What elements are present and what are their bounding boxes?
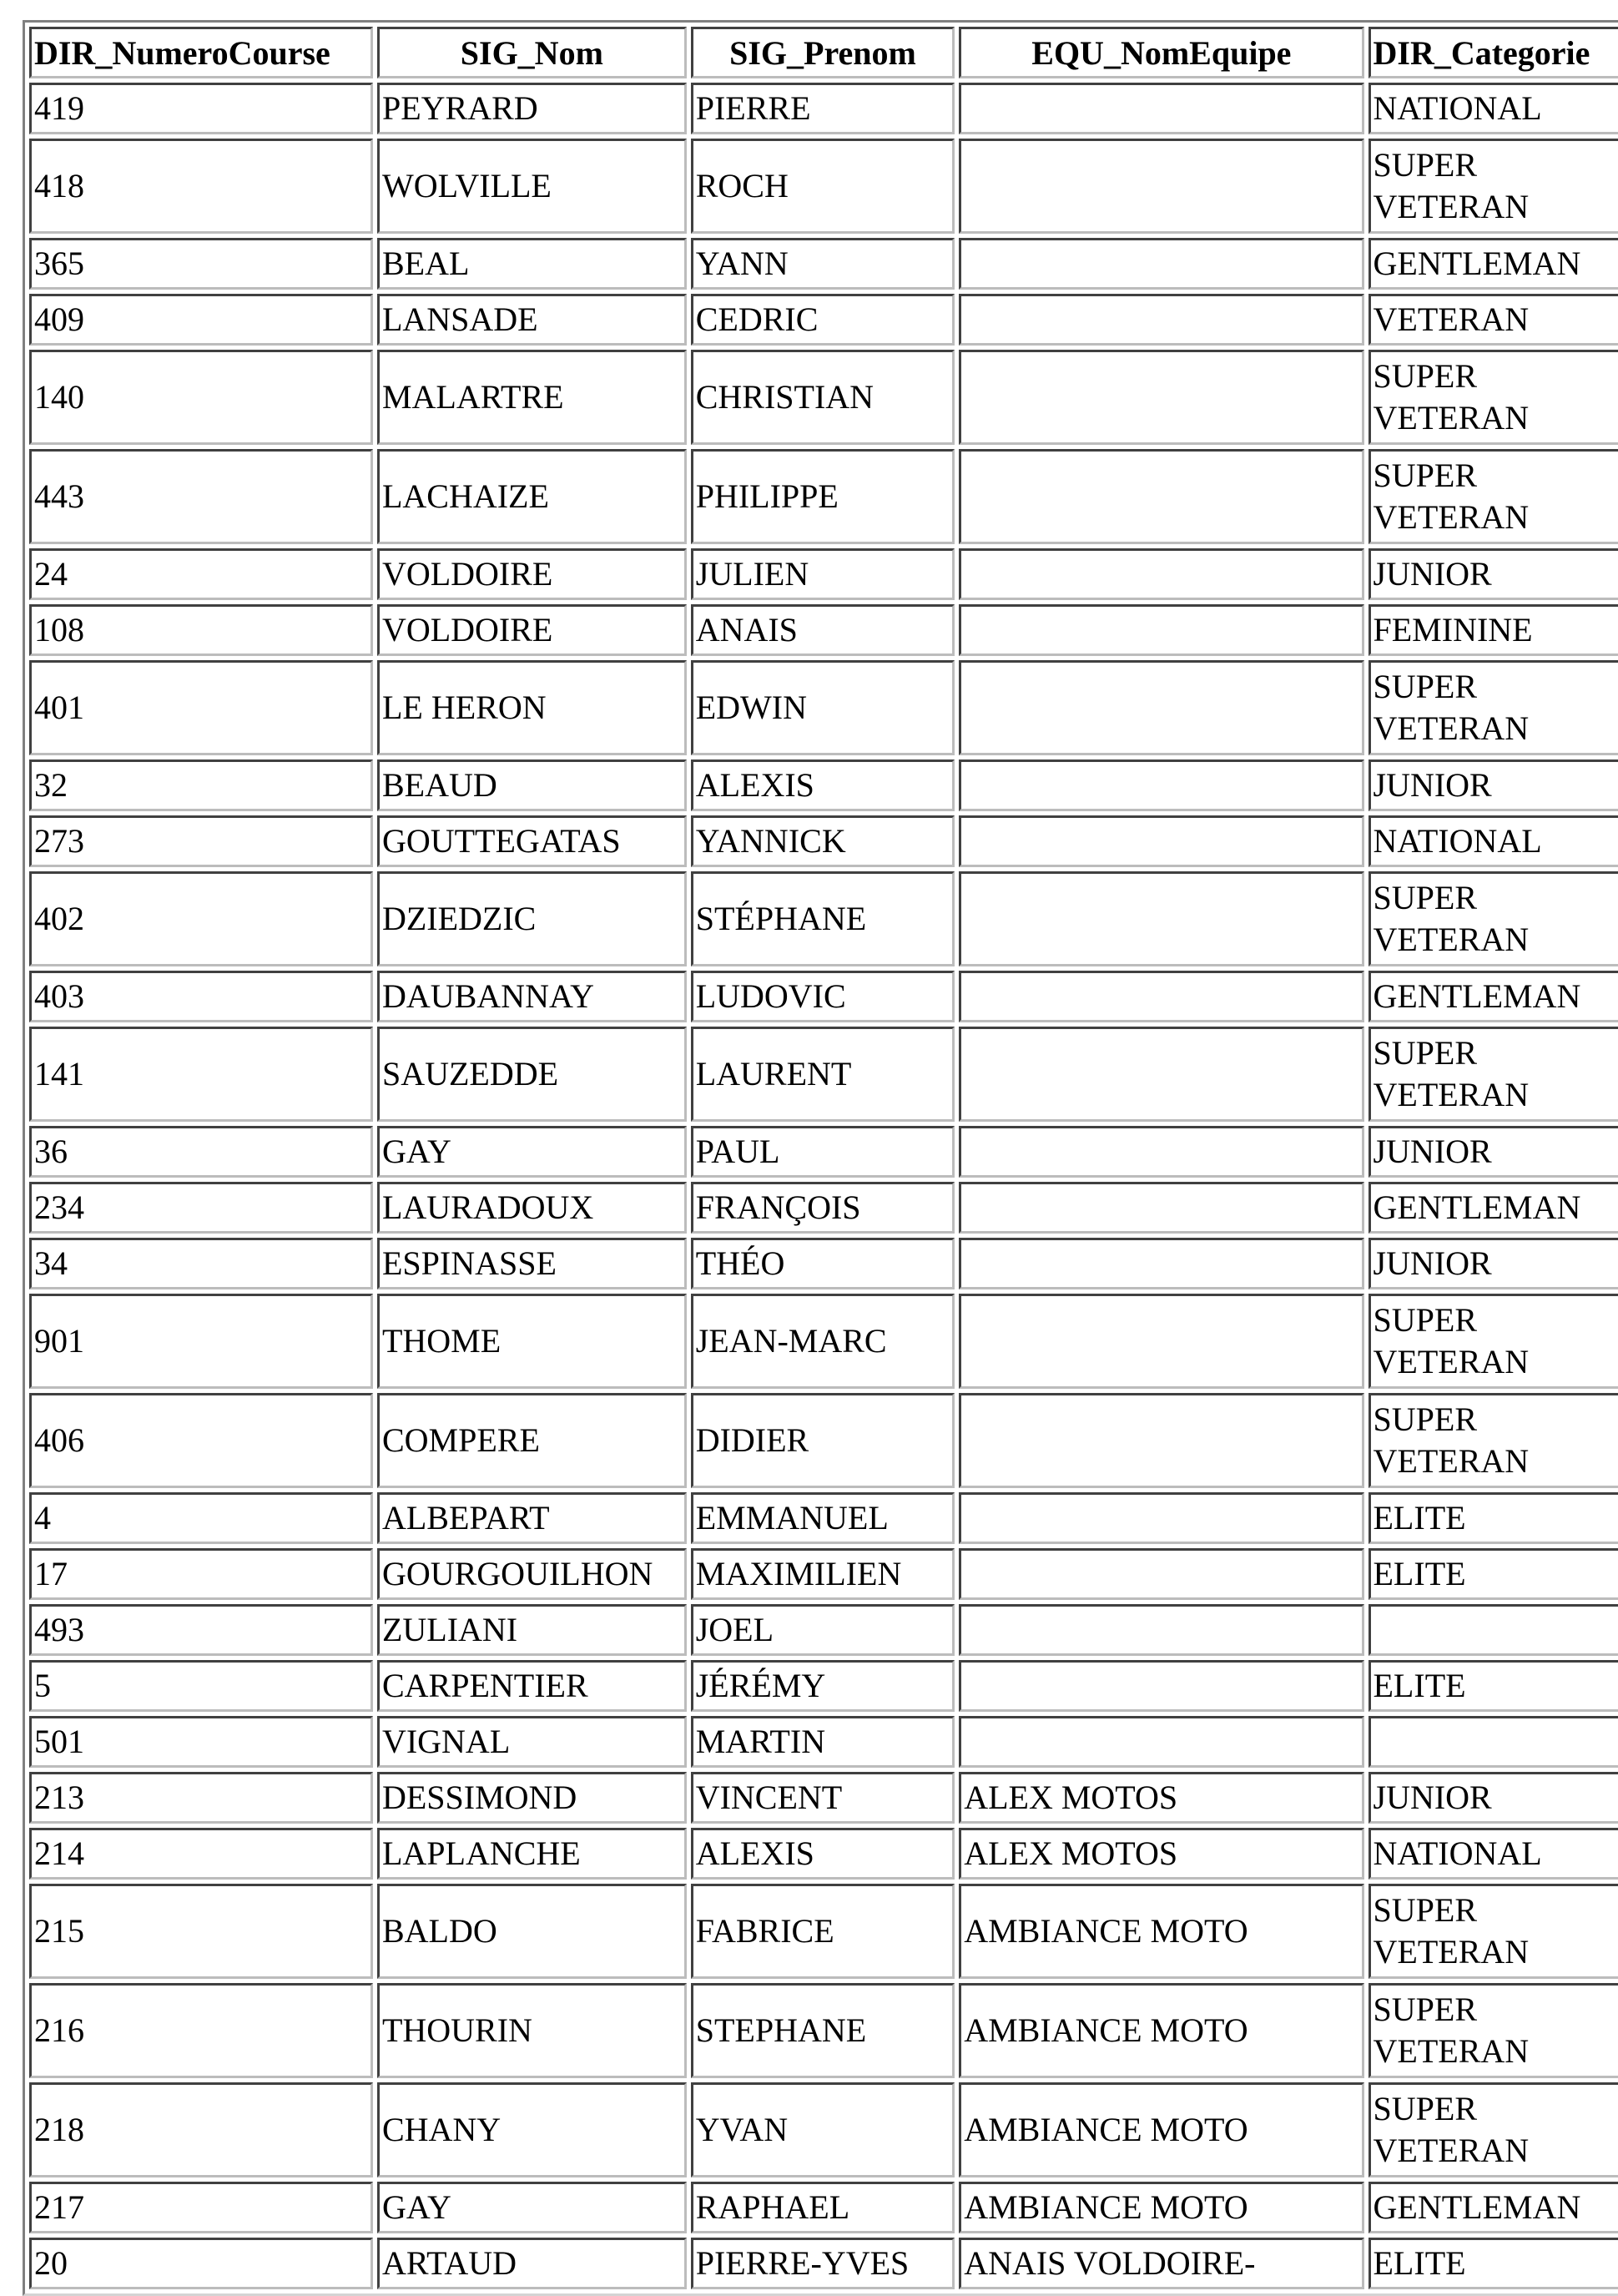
cell-categorie: NATIONAL: [1368, 1828, 1618, 1880]
cell-numero-course: 901: [29, 1294, 373, 1389]
cell-prenom: CHRISTIAN: [691, 350, 955, 445]
cell-categorie: JUNIOR: [1368, 759, 1618, 811]
table-row: [29, 1393, 1618, 1488]
table-row: [29, 815, 1618, 867]
cell-numero-course: 36: [29, 1126, 373, 1178]
table-row: [29, 1182, 1618, 1234]
cell-nom: ZULIANI: [377, 1604, 687, 1656]
cell-nom-equipe: [959, 1604, 1363, 1656]
cell-categorie: SUPER VETERAN: [1368, 1027, 1618, 1122]
table-row: [29, 971, 1618, 1022]
cell-categorie: SUPER VETERAN: [1368, 660, 1618, 755]
column-header-prenom: SIG_Prenom: [691, 27, 955, 78]
cell-nom: SAUZEDDE: [377, 1027, 687, 1122]
cell-numero-course: 34: [29, 1238, 373, 1289]
table-row: [29, 604, 1618, 656]
cell-prenom: JULIEN: [691, 548, 955, 600]
table-row: [29, 350, 1618, 445]
cell-nom-equipe: [959, 139, 1363, 234]
cell-nom-equipe: [959, 759, 1363, 811]
cell-nom-equipe: [959, 660, 1363, 755]
cell-nom-equipe: [959, 1238, 1363, 1289]
cell-nom: MALARTRE: [377, 350, 687, 445]
cell-categorie: VETERAN: [1368, 294, 1618, 346]
table-row: [29, 759, 1618, 811]
cell-prenom: MARTIN: [691, 1716, 955, 1768]
table-row: [29, 1126, 1618, 1178]
cell-nom: BEAUD: [377, 759, 687, 811]
table-row: [29, 548, 1618, 600]
cell-categorie: FEMININE: [1368, 604, 1618, 656]
cell-prenom: ROCH: [691, 139, 955, 234]
cell-numero-course: 20: [29, 2238, 373, 2289]
column-header-nom-equipe: EQU_NomEquipe: [959, 27, 1363, 78]
cell-prenom: THÉO: [691, 1238, 955, 1289]
cell-nom: LAPLANCHE: [377, 1828, 687, 1880]
cell-nom-equipe: AMBIANCE MOTO: [959, 1884, 1363, 1979]
cell-numero-course: 5: [29, 1660, 373, 1712]
cell-prenom: JÉRÉMY: [691, 1660, 955, 1712]
table-row: [29, 1027, 1618, 1122]
cell-numero-course: 418: [29, 139, 373, 234]
table-body: [29, 83, 1618, 2289]
cell-categorie: JUNIOR: [1368, 1772, 1618, 1824]
cell-nom: ALBEPART: [377, 1492, 687, 1544]
cell-categorie: JUNIOR: [1368, 548, 1618, 600]
cell-categorie: SUPER VETERAN: [1368, 449, 1618, 544]
cell-nom: WOLVILLE: [377, 139, 687, 234]
cell-numero-course: 443: [29, 449, 373, 544]
table-row: [29, 1983, 1618, 2078]
cell-categorie: GENTLEMAN: [1368, 1182, 1618, 1234]
cell-nom-equipe: [959, 1716, 1363, 1768]
cell-prenom: CEDRIC: [691, 294, 955, 346]
table-header-row: [29, 27, 1618, 78]
cell-nom-equipe: [959, 871, 1363, 966]
cell-categorie: [1368, 1604, 1618, 1656]
cell-categorie: ELITE: [1368, 1492, 1618, 1544]
cell-prenom: MAXIMILIEN: [691, 1548, 955, 1600]
cell-nom-equipe: AMBIANCE MOTO: [959, 1983, 1363, 2078]
table-row: [29, 2082, 1618, 2177]
cell-nom-equipe: ANAIS VOLDOIRE-: [959, 2238, 1363, 2289]
cell-nom-equipe: [959, 815, 1363, 867]
table-row: [29, 449, 1618, 544]
cell-numero-course: 140: [29, 350, 373, 445]
cell-nom-equipe: [959, 449, 1363, 544]
cell-prenom: FRANÇOIS: [691, 1182, 955, 1234]
cell-nom-equipe: [959, 1027, 1363, 1122]
cell-nom-equipe: [959, 1182, 1363, 1234]
cell-categorie: GENTLEMAN: [1368, 2182, 1618, 2233]
cell-nom-equipe: [959, 971, 1363, 1022]
cell-nom: GAY: [377, 1126, 687, 1178]
cell-nom: VOLDOIRE: [377, 604, 687, 656]
cell-nom-equipe: ALEX MOTOS: [959, 1772, 1363, 1824]
cell-numero-course: 213: [29, 1772, 373, 1824]
cell-numero-course: 402: [29, 871, 373, 966]
cell-numero-course: 365: [29, 238, 373, 290]
cell-nom: VOLDOIRE: [377, 548, 687, 600]
cell-numero-course: 141: [29, 1027, 373, 1122]
cell-prenom: ANAIS: [691, 604, 955, 656]
cell-categorie: SUPER VETERAN: [1368, 1884, 1618, 1979]
cell-nom: GOURGOUILHON: [377, 1548, 687, 1600]
cell-nom-equipe: [959, 1126, 1363, 1178]
cell-nom: VIGNAL: [377, 1716, 687, 1768]
cell-prenom: DIDIER: [691, 1393, 955, 1488]
cell-nom: ESPINASSE: [377, 1238, 687, 1289]
cell-nom: GAY: [377, 2182, 687, 2233]
cell-categorie: SUPER VETERAN: [1368, 1393, 1618, 1488]
cell-categorie: NATIONAL: [1368, 815, 1618, 867]
cell-numero-course: 409: [29, 294, 373, 346]
cell-nom-equipe: [959, 294, 1363, 346]
cell-numero-course: 216: [29, 1983, 373, 2078]
cell-prenom: ALEXIS: [691, 759, 955, 811]
cell-prenom: JOEL: [691, 1604, 955, 1656]
cell-numero-course: 419: [29, 83, 373, 134]
cell-categorie: ELITE: [1368, 1660, 1618, 1712]
cell-numero-course: 218: [29, 2082, 373, 2177]
table-row: [29, 1492, 1618, 1544]
cell-categorie: SUPER VETERAN: [1368, 350, 1618, 445]
cell-nom: ARTAUD: [377, 2238, 687, 2289]
table-row: [29, 871, 1618, 966]
cell-prenom: YVAN: [691, 2082, 955, 2177]
table-row: [29, 1884, 1618, 1979]
cell-prenom: JEAN-MARC: [691, 1294, 955, 1389]
cell-prenom: STÉPHANE: [691, 871, 955, 966]
cell-numero-course: 214: [29, 1828, 373, 1880]
cell-prenom: YANNICK: [691, 815, 955, 867]
cell-nom: PEYRARD: [377, 83, 687, 134]
table-row: [29, 1548, 1618, 1600]
table-row: [29, 2238, 1618, 2289]
cell-prenom: LAURENT: [691, 1027, 955, 1122]
column-header-numero-course: DIR_NumeroCourse: [29, 27, 373, 78]
cell-nom-equipe: [959, 1548, 1363, 1600]
cell-nom-equipe: [959, 1393, 1363, 1488]
cell-nom: DAUBANNAY: [377, 971, 687, 1022]
cell-nom: CHANY: [377, 2082, 687, 2177]
table-row: [29, 1660, 1618, 1712]
cell-categorie: NATIONAL: [1368, 83, 1618, 134]
cell-nom-equipe: [959, 1660, 1363, 1712]
cell-numero-course: 108: [29, 604, 373, 656]
cell-nom: COMPERE: [377, 1393, 687, 1488]
cell-nom-equipe: [959, 1294, 1363, 1389]
cell-numero-course: 273: [29, 815, 373, 867]
table-row: [29, 1828, 1618, 1880]
cell-categorie: SUPER VETERAN: [1368, 139, 1618, 234]
cell-numero-course: 234: [29, 1182, 373, 1234]
cell-categorie: SUPER VETERAN: [1368, 2082, 1618, 2177]
cell-categorie: ELITE: [1368, 2238, 1618, 2289]
column-header-categorie: DIR_Categorie: [1368, 27, 1618, 78]
cell-categorie: GENTLEMAN: [1368, 971, 1618, 1022]
column-header-nom: SIG_Nom: [377, 27, 687, 78]
cell-categorie: SUPER VETERAN: [1368, 1294, 1618, 1389]
table-row: [29, 139, 1618, 234]
cell-prenom: FABRICE: [691, 1884, 955, 1979]
cell-nom: THOURIN: [377, 1983, 687, 2078]
cell-prenom: VINCENT: [691, 1772, 955, 1824]
table-row: [29, 238, 1618, 290]
table-row: [29, 1772, 1618, 1824]
cell-nom: LAURADOUX: [377, 1182, 687, 1234]
cell-numero-course: 501: [29, 1716, 373, 1768]
table-row: [29, 1604, 1618, 1656]
cell-numero-course: 217: [29, 2182, 373, 2233]
results-table-container: [23, 20, 1618, 2296]
cell-numero-course: 24: [29, 548, 373, 600]
cell-categorie: SUPER VETERAN: [1368, 1983, 1618, 2078]
cell-nom-equipe: AMBIANCE MOTO: [959, 2182, 1363, 2233]
cell-categorie: [1368, 1716, 1618, 1768]
table-row: [29, 1294, 1618, 1389]
cell-nom-equipe: [959, 350, 1363, 445]
cell-prenom: PAUL: [691, 1126, 955, 1178]
cell-numero-course: 17: [29, 1548, 373, 1600]
cell-nom-equipe: [959, 238, 1363, 290]
cell-numero-course: 401: [29, 660, 373, 755]
cell-numero-course: 403: [29, 971, 373, 1022]
results-table: [23, 20, 1618, 2296]
cell-prenom: PIERRE-YVES: [691, 2238, 955, 2289]
cell-prenom: PIERRE: [691, 83, 955, 134]
cell-nom-equipe: [959, 1492, 1363, 1544]
cell-prenom: YANN: [691, 238, 955, 290]
cell-numero-course: 493: [29, 1604, 373, 1656]
table-row: [29, 294, 1618, 346]
cell-nom: BEAL: [377, 238, 687, 290]
cell-nom: DESSIMOND: [377, 1772, 687, 1824]
cell-prenom: STEPHANE: [691, 1983, 955, 2078]
cell-categorie: ELITE: [1368, 1548, 1618, 1600]
cell-nom: DZIEDZIC: [377, 871, 687, 966]
cell-prenom: RAPHAEL: [691, 2182, 955, 2233]
cell-numero-course: 406: [29, 1393, 373, 1488]
cell-numero-course: 215: [29, 1884, 373, 1979]
table-row: [29, 2182, 1618, 2233]
table-row: [29, 1238, 1618, 1289]
cell-categorie: GENTLEMAN: [1368, 238, 1618, 290]
cell-prenom: LUDOVIC: [691, 971, 955, 1022]
cell-nom: LACHAIZE: [377, 449, 687, 544]
cell-nom-equipe: ALEX MOTOS: [959, 1828, 1363, 1880]
cell-nom: GOUTTEGATAS: [377, 815, 687, 867]
cell-nom-equipe: [959, 548, 1363, 600]
cell-prenom: EMMANUEL: [691, 1492, 955, 1544]
cell-nom-equipe: AMBIANCE MOTO: [959, 2082, 1363, 2177]
table-row: [29, 660, 1618, 755]
cell-nom: BALDO: [377, 1884, 687, 1979]
cell-categorie: SUPER VETERAN: [1368, 871, 1618, 966]
table-row: [29, 83, 1618, 134]
table-row: [29, 1716, 1618, 1768]
cell-prenom: ALEXIS: [691, 1828, 955, 1880]
cell-nom: CARPENTIER: [377, 1660, 687, 1712]
cell-numero-course: 4: [29, 1492, 373, 1544]
cell-nom: LE HERON: [377, 660, 687, 755]
cell-categorie: JUNIOR: [1368, 1126, 1618, 1178]
cell-numero-course: 32: [29, 759, 373, 811]
cell-prenom: EDWIN: [691, 660, 955, 755]
cell-nom-equipe: [959, 83, 1363, 134]
cell-nom: LANSADE: [377, 294, 687, 346]
cell-nom-equipe: [959, 604, 1363, 656]
cell-prenom: PHILIPPE: [691, 449, 955, 544]
cell-nom: THOME: [377, 1294, 687, 1389]
cell-categorie: JUNIOR: [1368, 1238, 1618, 1289]
